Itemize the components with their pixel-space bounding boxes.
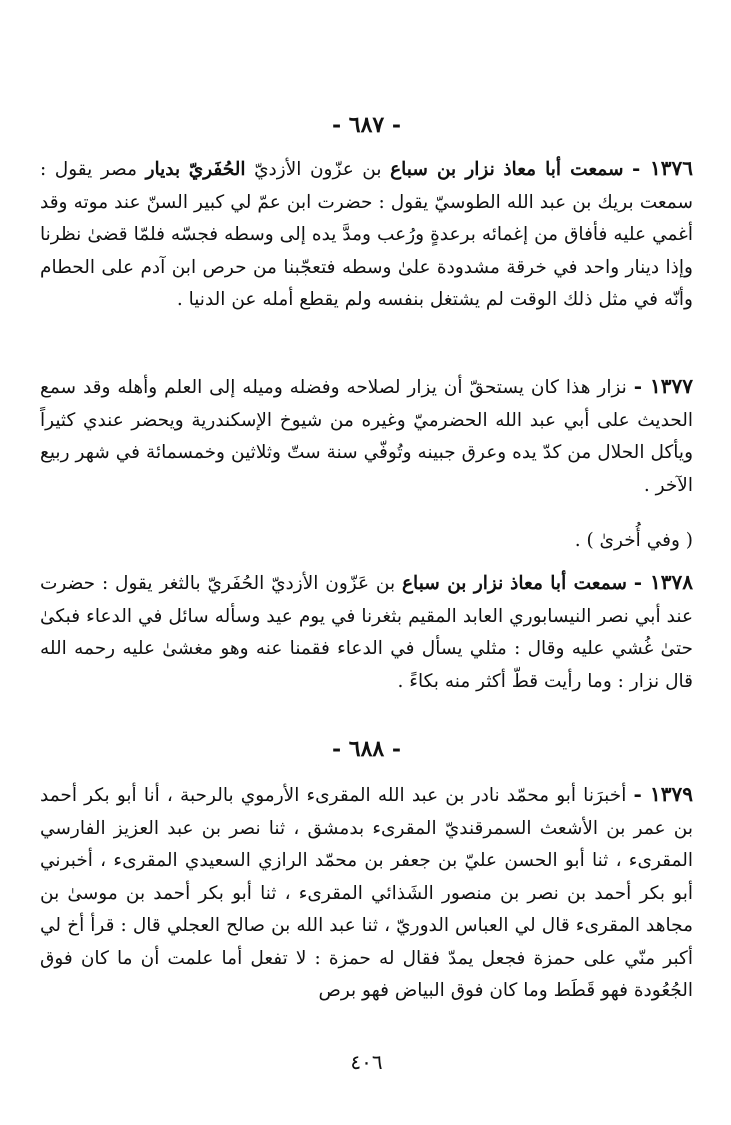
entry-name: نزار بن سباع [402,573,504,594]
entry-text: يقول : حضرت عند أبي نصر النيسابوري العابد المقيم بثغرنا في يوم عيد وسأله سائل في الدعاء فبكىٰ حتىٰ غُشي عليه وقال : مثلي يسأل في الدعاء فقمنا عنه وهو مغشىٰ عليه رحمه الله قال نزار : وما رأيت قطّ أكثر منه بكاءً . [40,573,693,692]
entry-number: ١٣٧٦ - [632,156,693,180]
entry-number: ١٣٧٩ - [633,782,694,806]
entry-name: نزار بن سباع [390,159,495,180]
entry-place: بديار [145,159,181,180]
entry-1378 [40,566,693,698]
entry-1377 [40,370,693,502]
header-page-number: - ٦٨٧ - [331,112,402,138]
entry-number: ١٣٧٨ - [633,570,694,594]
entry-number: ١٣٧٧ - [633,374,693,398]
entry-text: نزار هذا كان يستحقّ أن يزار لصلاحه وفضله وميله إلى العلم وأهله وقد سمع الحديث على أبي عبد الله الحضرميّ وغيره من شيوخ الإسكندرية ويحضر عندي كثيراً ويأكل الحلال من كدّ يده وعرق جبينه وتُوفّي سنة ستّ وثلاثين وخمسمائة في شهر ربيع الآخر . [40,377,693,496]
entry-text: أخبرَنا أبو محمّد نادر بن عبد الله المقرىء الأرموي بالرحبة ، أنا أبو بكر أحمد بن عمر بن الأشعث السمرقنديّ المقرىء بدمشق ، ثنا نصر بن عبد العزيز الفارسي المقرىء ، ثنا أبو الحسن عليّ بن جعفر بن محمّد الرازي السعيدي المقرىء ، أخبرني أبو بكر أحمد بن نصر بن منصور الشَذائي المقرىء ، ثنا أبو بكر أحمد بن موسىٰ بن مجاهد المقرىء قال لي العباس الدوريّ ، ثنا عبد الله بن صالح العجلي قال : قرأ أخ لي أكبر منّي على حمزة فجعل يمدّ فقال له حمزة : لا تفعل أما علمت أن ما كان فوق الجُعُودة فهو قَطَط وما كان فوق البياض فهو برص [40,785,693,1001]
footer-page-number: ٤٠٦ [350,1050,383,1074]
entry-lead: سمعت أبا معاذ [510,573,627,594]
entry-lineage: بن عزّون الأزديّ [254,159,382,180]
entry-lead: سمعت أبا معاذ [503,159,624,180]
entry-text: مصر يقول : سمعت بريك بن عبد الله الطوسيّ يقول : حضرت ابن عمّ لي كبير السنّ عند موته وقد أغمي عليه فأفاق من إغمائه برعدةٍ ورُعب ومدَّ يده إلى وسطه فجسّه فلمّا قضىٰ نظرنا وإذا دينار واحد في خرقة مشدودة علىٰ وسطه فتعجّبنا من حرص ابن آدم على الحطام وأنّه في مثل ذلك الوقت لم يشتغل بنفسه ولم يقطع أمله عن الدنيا . [40,159,693,310]
entry-lineage: بن عَزّون الأزديّ الحُفَريّ بالثغر [159,573,396,594]
other-note: ( وفي أُخرىٰ ) . [574,530,693,551]
document-page [40,0,693,1125]
entry-1376 [40,152,693,317]
section-page-number: - ٦٨٨ - [331,736,402,762]
entry-1379 [40,778,693,1008]
entry-nisba: الحُفَريّ [188,159,246,180]
